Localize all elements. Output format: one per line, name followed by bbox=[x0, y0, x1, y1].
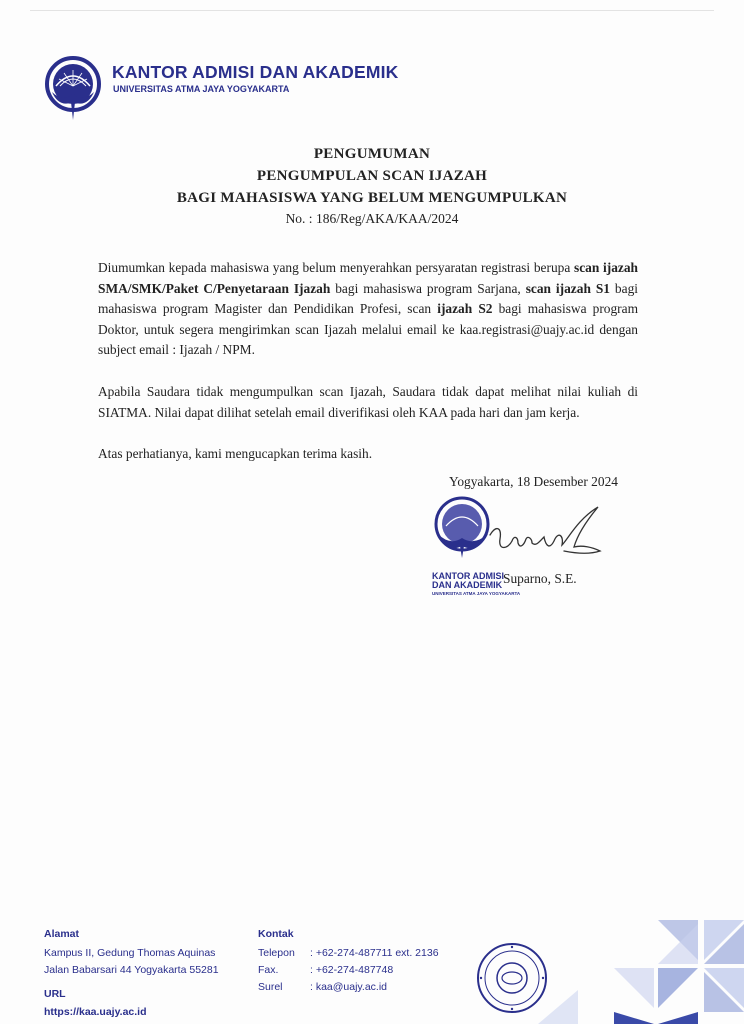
top-divider bbox=[30, 10, 714, 11]
website-link[interactable]: https://kaa.uajy.ac.id bbox=[44, 1006, 147, 1018]
footer bbox=[0, 920, 744, 1024]
uajy-logo-icon bbox=[42, 56, 104, 122]
signing-date: Yogyakarta, 18 Desember 2024 bbox=[449, 474, 618, 489]
office-name: KANTOR ADMISI DAN AKADEMIK bbox=[112, 62, 399, 82]
announcement-body bbox=[98, 258, 638, 486]
university-name: UNIVERSITAS ATMA JAYA YOGYAKARTA bbox=[113, 84, 290, 94]
paragraph-2: Apabila Saudara tidak mengumpulkan scan Ijazah, Saudara tidak dapat melihat nilai kuliah di SIATMA. Nilai dapat dilihat setelah email diverifikasi oleh KAA pada hari dan jam kerja. bbox=[98, 383, 638, 420]
contact-label-email: Surel bbox=[258, 981, 283, 993]
contact-value-phone: : +62-274-487711 ext. 2136 bbox=[310, 947, 439, 959]
p1-bold-2: scan ijazah S1 bbox=[525, 280, 610, 296]
stamp-line-3: UNIVERSITAS ATMA JAYA YOGYAKARTA bbox=[432, 591, 521, 596]
paragraph-3: Atas perhatianya, kami mengucapkan terima kasih. bbox=[98, 446, 373, 462]
signer-name: Suparno, S.E. bbox=[503, 571, 577, 586]
address-line-1: Kampus II, Gedung Thomas Aquinas bbox=[44, 947, 216, 959]
contact-label-fax: Fax. bbox=[258, 964, 279, 976]
p1-text-3: bagi mahasiswa program Magister dan Pendidikan Profesi, scan bbox=[98, 280, 638, 317]
triangle-pattern-icon bbox=[538, 920, 744, 1024]
p1-text-4: bagi mahasiswa program Doktor, untuk segera mengirimkan scan Ijazah melalui email ke kaa.registrasi@uajy.ac.id dengan subject email : Ijazah / NPM. bbox=[98, 301, 639, 358]
title-line-2: PENGUMPULAN SCAN IJAZAH bbox=[256, 168, 488, 184]
p1-bold-3: ijazah S2 bbox=[437, 301, 493, 317]
contact-label-phone: Telepon bbox=[258, 947, 295, 959]
announcement-title-block bbox=[0, 143, 744, 229]
handwritten-signature-icon bbox=[488, 505, 613, 565]
p1-bold-1: scan ijazah SMA/SMK/Paket C/Penyetaraan Ijazah bbox=[98, 260, 638, 296]
p1-text-1: Diumumkan kepada mahasiswa yang belum menyerahkan persyaratan registrasi berupa bbox=[98, 260, 574, 275]
address-line-2: Jalan Babarsari 44 Yogyakarta 55281 bbox=[44, 964, 219, 976]
paragraph-1 bbox=[98, 258, 638, 361]
title-line-3: BAGI MAHASISWA YANG BELUM MENGUMPULKAN bbox=[176, 190, 568, 206]
letterhead bbox=[42, 56, 462, 126]
address-heading: Alamat bbox=[44, 928, 80, 940]
title-line-1: PENGUMUMAN bbox=[313, 146, 431, 162]
url-heading: URL bbox=[44, 988, 66, 1000]
contact-heading: Kontak bbox=[258, 928, 294, 940]
contact-value-fax: : +62-274-487748 bbox=[310, 964, 394, 976]
contact-value-email[interactable]: : kaa@uajy.ac.id bbox=[310, 981, 388, 993]
document-number: No. : 186/Reg/AKA/KAA/2024 bbox=[285, 211, 459, 226]
stamp-line-2: DAN AKADEMIK bbox=[432, 580, 503, 590]
p1-text-2: bagi mahasiswa program Sarjana, bbox=[330, 280, 526, 296]
stamp-line-1: KANTOR ADMISI bbox=[432, 571, 504, 581]
